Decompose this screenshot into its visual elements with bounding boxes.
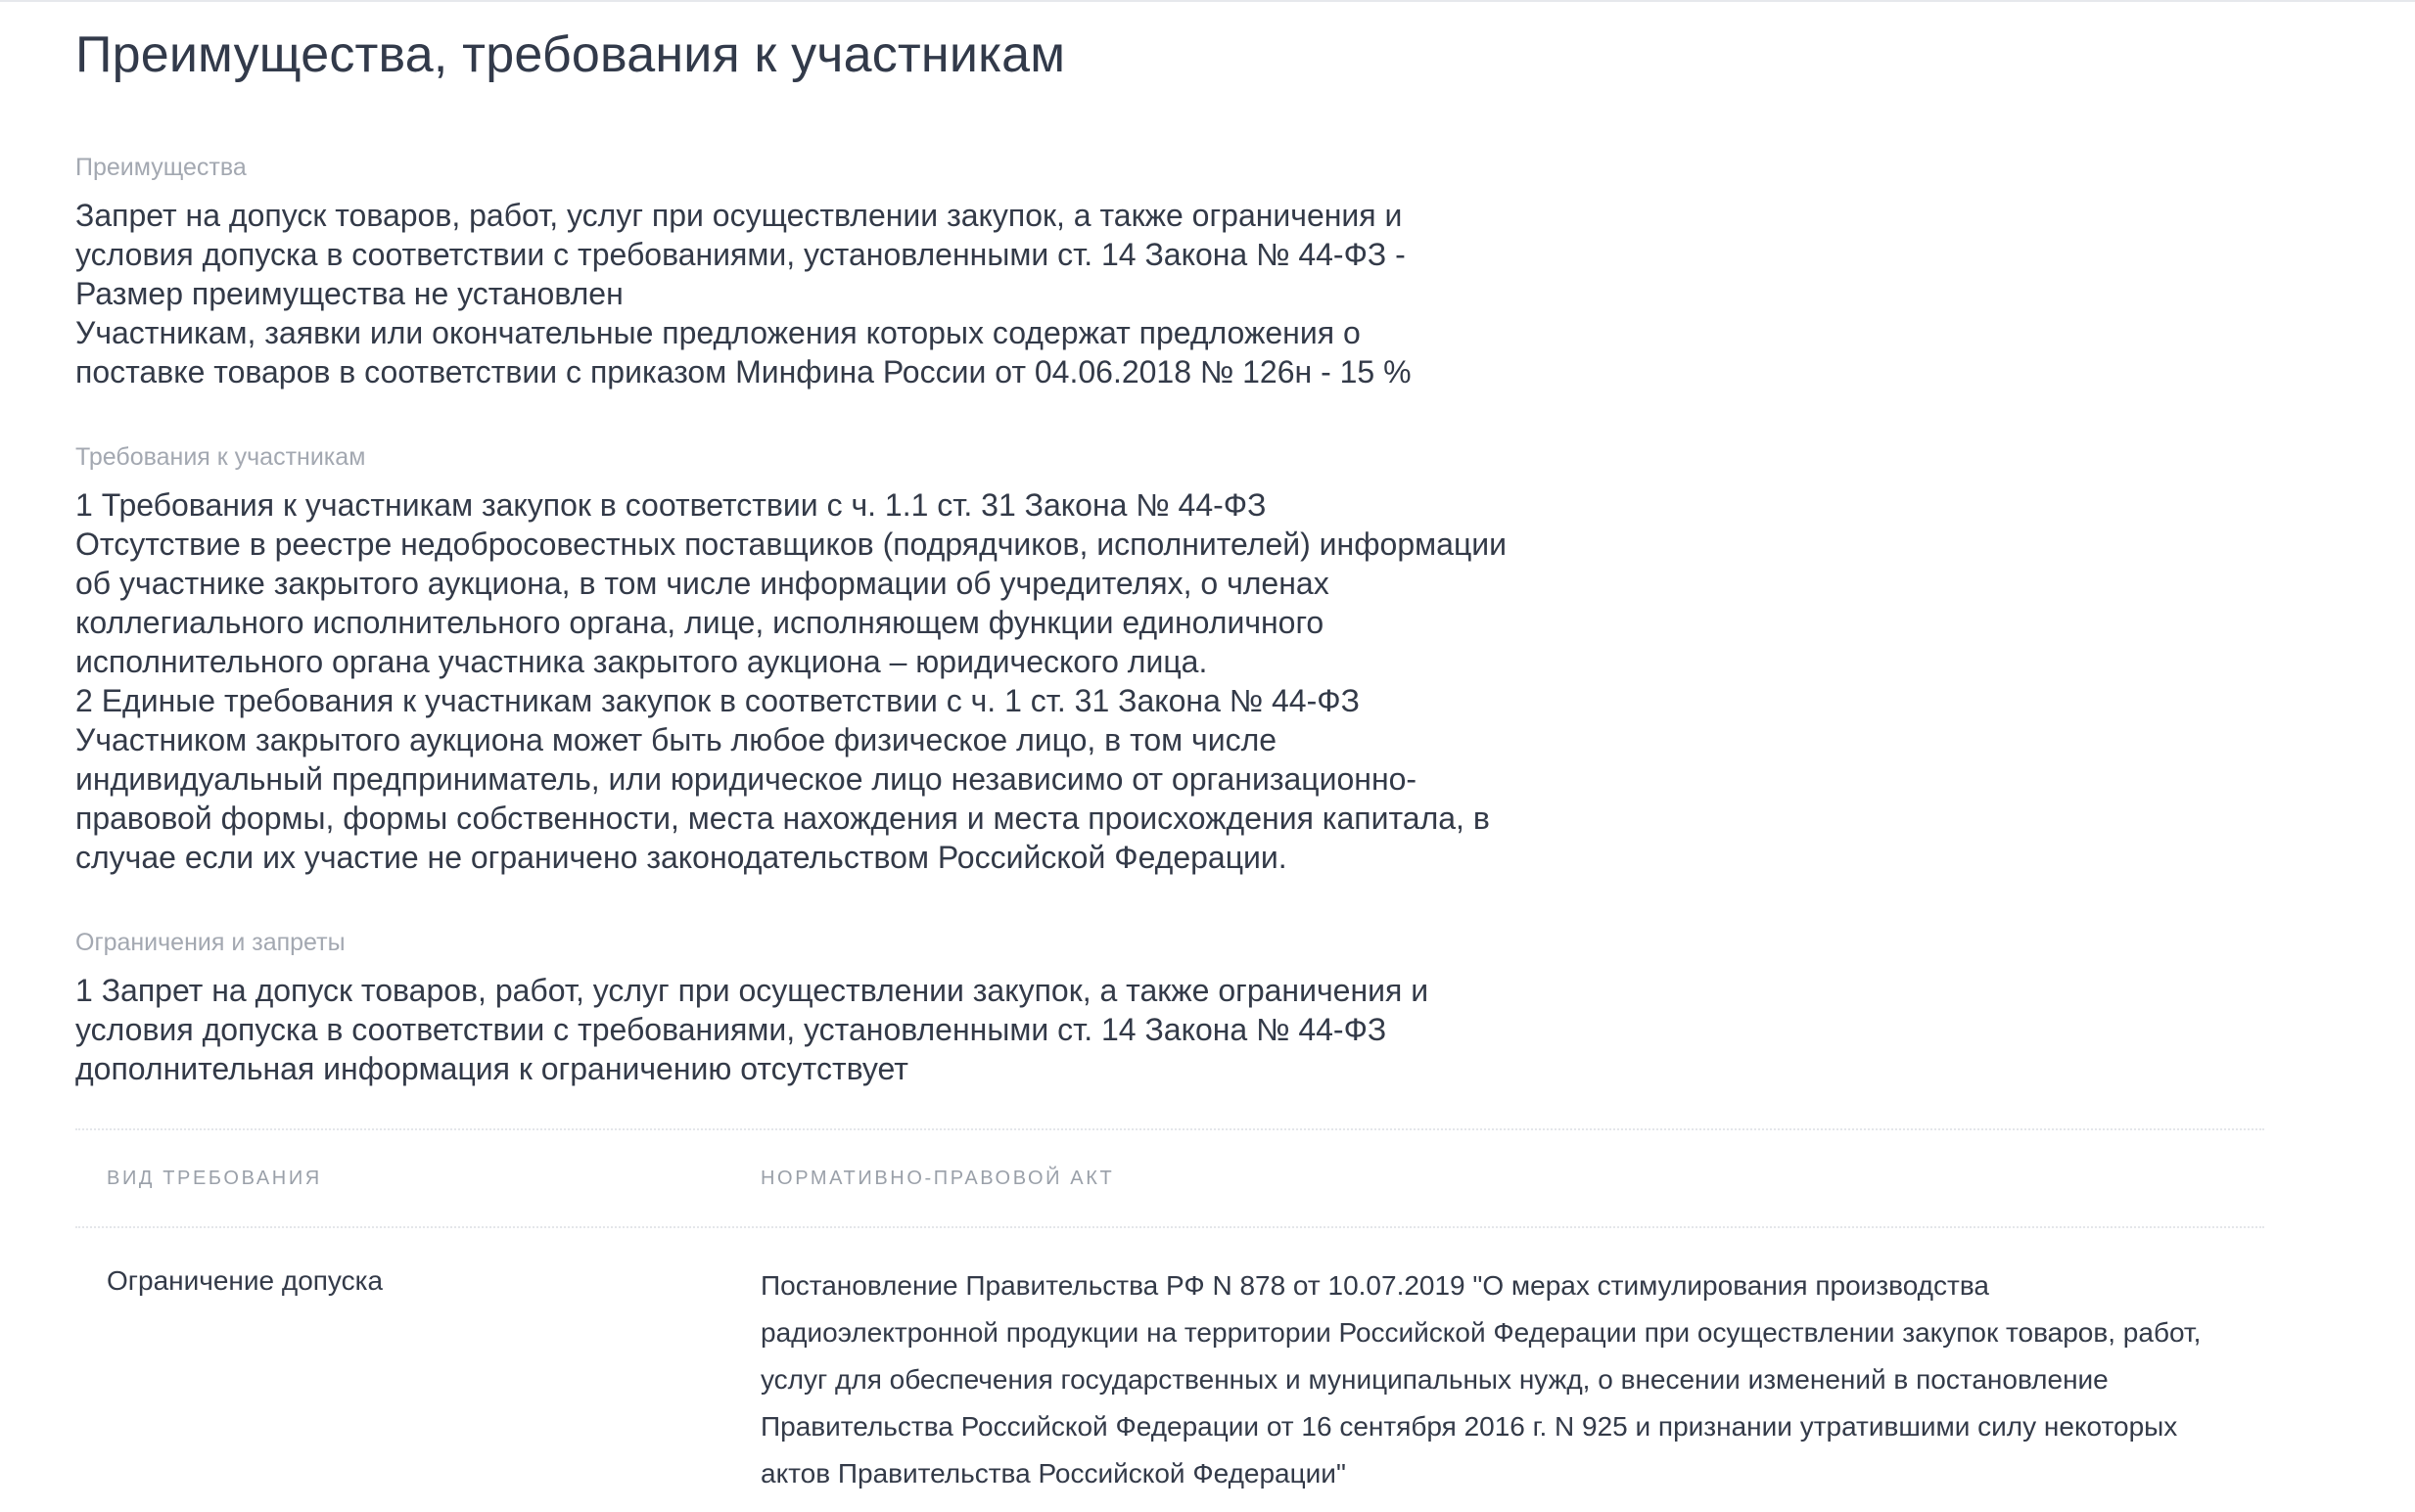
requirements-label: Требования к участникам (75, 443, 366, 471)
requirements-section (75, 442, 1642, 877)
requirements-line: 1 Требования к участникам закупок в соответствии с ч. 1.1 ст. 31 Закона № 44-ФЗ (75, 487, 1267, 523)
advantages-label: Преимущества (75, 154, 247, 181)
advantages-line: Запрет на допуск товаров, работ, услуг при осуществлении закупок, а также ограничения и (75, 198, 1403, 233)
restrictions-line: дополнительная информация к ограничению отсутствует (75, 1051, 908, 1086)
restrictions-section (75, 928, 1642, 1088)
requirements-line: Отсутствие в реестре недобросовестных поставщиков (подрядчиков, исполнителей) информации (75, 527, 1508, 562)
top-divider (0, 0, 2415, 2)
legal-act-line: услуг для обеспечения государственных и муниципальных нужд, о внесении изменений в постановление (761, 1364, 2109, 1395)
requirements-line: случае если их участие не ограничено законодательством Российской Федерации. (75, 840, 1287, 875)
page-title: Преимущества, требования к участникам (75, 26, 1066, 83)
requirements-line: индивидуальный предприниматель, или юридическое лицо независимо от организационно- (75, 761, 1417, 797)
restrictions-line: условия допуска в соответствии с требованиями, установленными ст. 14 Закона № 44-ФЗ (75, 1012, 1387, 1047)
requirements-line: 2 Единые требования к участникам закупок в соответствии с ч. 1 ст. 31 Закона № 44-ФЗ (75, 683, 1360, 718)
legal-act-line: Правительства Российской Федерации от 16 сентября 2016 г. N 925 и признании утратившими силу некоторых (761, 1411, 2178, 1442)
legal-act-line: актов Правительства Российской Федерации" (761, 1458, 1346, 1489)
advantages-text (75, 196, 1642, 391)
restrictions-text (75, 971, 1642, 1088)
requirements-line: об участнике закрытого аукциона, в том числе информации об учредителях, о членах (75, 566, 1329, 601)
advantages-section (75, 153, 1642, 391)
restrictions-line: 1 Запрет на допуск товаров, работ, услуг при осуществлении закупок, а также ограничения и (75, 973, 1429, 1008)
legal-act-cell (761, 1262, 2249, 1497)
requirements-table (75, 1128, 2264, 1502)
advantages-line: поставке товаров в соответствии с приказом Минфина России от 04.06.2018 № 126н - 15 % (75, 354, 1412, 389)
legal-act-line: Постановление Правительства РФ N 878 от 10.07.2019 "О мерах стимулирования производства (761, 1270, 1989, 1301)
legal-act-line: радиоэлектронной продукции на территории Российской Федерации при осуществлении закупок товаров, работ, (761, 1317, 2202, 1348)
requirements-line: коллегиального исполнительного органа, лице, исполняющем функции единоличного (75, 605, 1324, 640)
requirements-line: Участником закрытого аукциона может быть любое физическое лицо, в том числе (75, 722, 1277, 757)
requirement-type-cell: Ограничение допуска (107, 1265, 384, 1296)
requirements-line: правовой формы, формы собственности, места нахождения и места происхождения капитала, в (75, 801, 1490, 836)
header-requirement-type: ВИД ТРЕБОВАНИЯ (107, 1168, 322, 1189)
requirements-line: исполнительного органа участника закрытого аукциона – юридического лица. (75, 644, 1208, 679)
advantages-line: Участникам, заявки или окончательные предложения которых содержат предложения о (75, 315, 1361, 350)
table-row (75, 1228, 2264, 1502)
table-header (75, 1130, 2264, 1226)
restrictions-label: Ограничения и запреты (75, 929, 346, 956)
requirements-text (75, 485, 1642, 877)
advantages-line: условия допуска в соответствии с требованиями, установленными ст. 14 Закона № 44-ФЗ - (75, 237, 1406, 272)
advantages-line: Размер преимущества не установлен (75, 276, 624, 311)
header-legal-act: НОРМАТИВНО-ПРАВОВОЙ АКТ (761, 1168, 1115, 1189)
